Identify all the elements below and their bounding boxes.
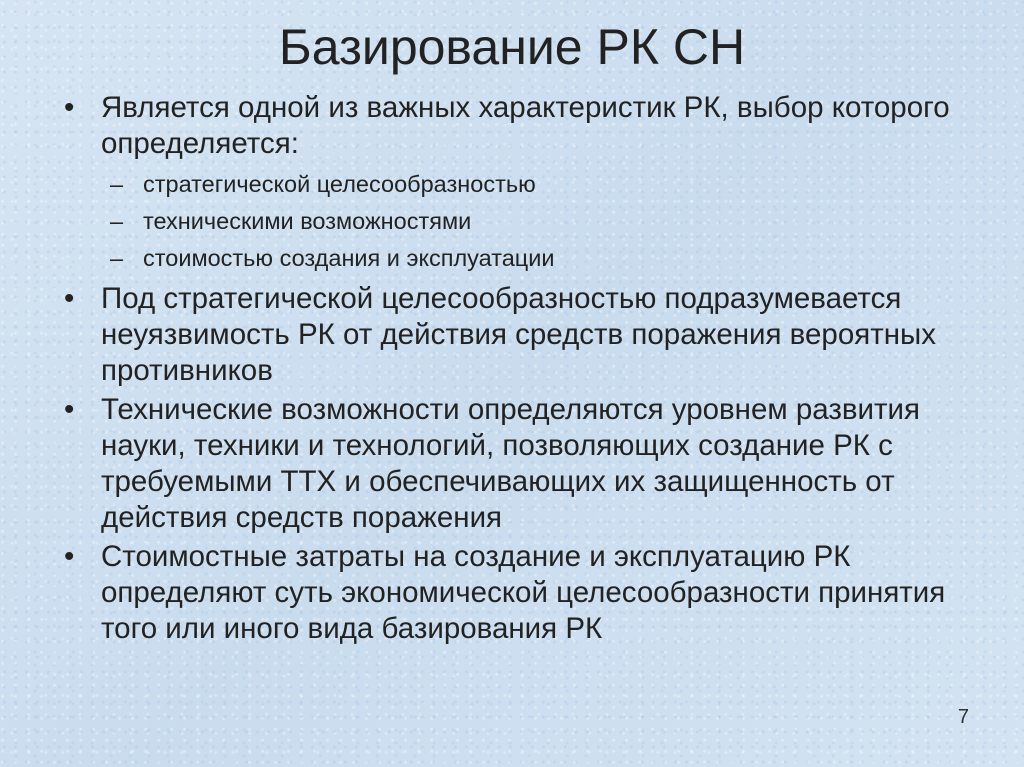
- sub-list: [64, 166, 964, 277]
- bullet-item: [64, 281, 964, 389]
- bullet-text: Является одной из важных характеристик РК, выбор которого определяется:: [101, 91, 950, 160]
- sub-item: [64, 166, 964, 203]
- dash-icon: –: [110, 171, 124, 197]
- bullet-item: [64, 392, 964, 536]
- bullet-icon: •: [64, 282, 75, 315]
- slide-content: [64, 90, 964, 650]
- sub-item: [64, 203, 964, 240]
- sub-item-text: стратегической целесообразностью: [143, 171, 536, 197]
- sub-item-text: техническими возможностями: [143, 208, 472, 234]
- bullet-icon: •: [64, 540, 75, 573]
- sub-item: [64, 240, 964, 277]
- slide-title: Базирование РК СН: [278, 19, 746, 75]
- bullet-icon: •: [64, 393, 75, 426]
- dash-icon: –: [110, 208, 124, 234]
- bullet-text: Технические возможности определяются уровнем развития науки, техники и технологий, позволяющих создание РК с требуемыми ТТХ и обеспечивающих их защищенность от действия средств поражения: [101, 393, 920, 534]
- bullet-text: Стоимостные затраты на создание и эксплуатацию РК определяют суть экономической целесообразности принятия того или иного вида базирования РК: [101, 540, 946, 645]
- bullet-item: [64, 90, 964, 162]
- bullet-icon: •: [64, 91, 75, 124]
- sub-item-text: стоимостью создания и эксплуатации: [143, 245, 555, 271]
- bullet-item: [64, 539, 964, 647]
- page-number: 7: [957, 706, 969, 728]
- bullet-text: Под стратегической целесообразностью подразумевается неуязвимость РК от действия средств поражения вероятных противников: [101, 282, 936, 387]
- dash-icon: –: [110, 245, 124, 271]
